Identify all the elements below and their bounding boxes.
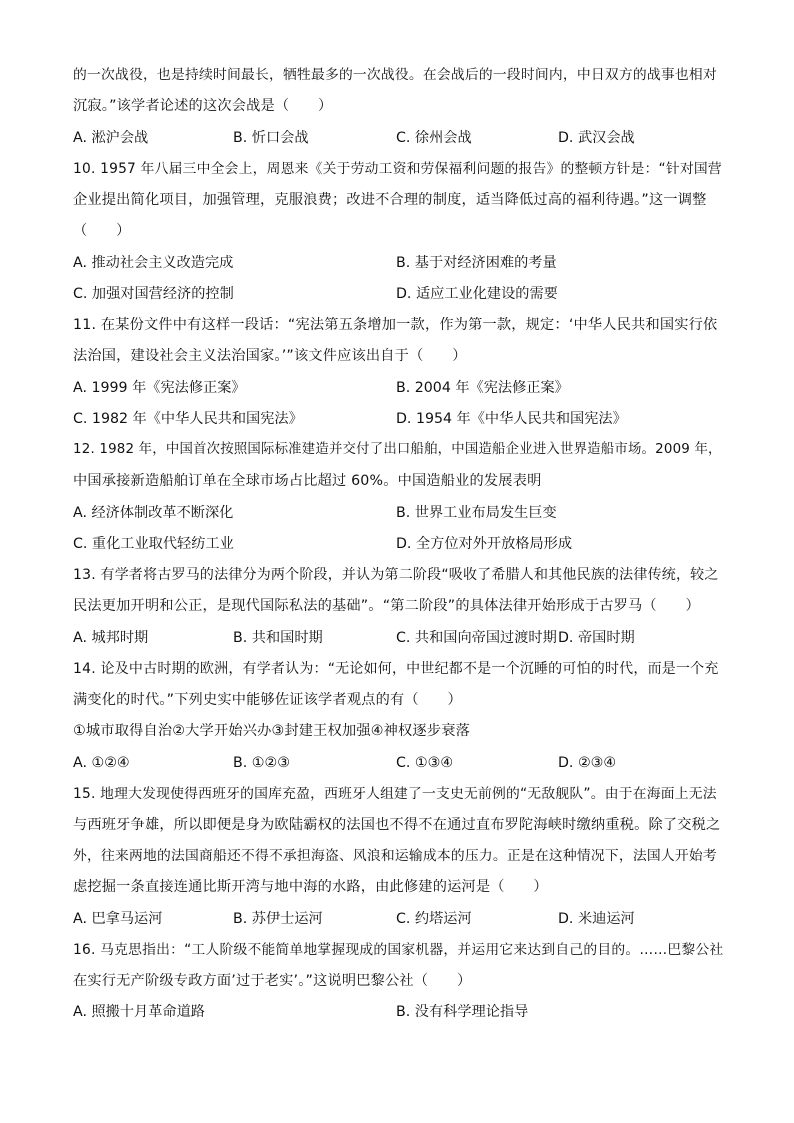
q11-option-a[interactable]: A. 1999 年《宪法修正案》 xyxy=(73,380,246,396)
q13-option-c[interactable]: C. 共和国向帝国过渡时期 xyxy=(396,630,557,646)
q9-option-d[interactable]: D. 武汉会战 xyxy=(558,130,635,146)
q13-text-line-1: 13. 有学者将古罗马的法律分为两个阶段，并认为第二阶段“吸收了希腊人和其他民族的法律传统，较之 xyxy=(73,567,719,583)
q10-option-c[interactable]: C. 加强对国营经济的控制 xyxy=(73,286,234,302)
q10-text-line-1: 10. 1957 年八届三中全会上，周恩来《关于劳动工资和劳保福利问题的报告》的整顿方针是：“针对国营 xyxy=(73,161,722,177)
q9-option-b[interactable]: B. 忻口会战 xyxy=(233,130,309,146)
q15-option-b[interactable]: B. 苏伊士运河 xyxy=(233,911,323,927)
q15-text-line-1: 15. 地理大发现使得西班牙的国库充盈，西班牙人组建了一支史无前例的“无敌舰队”。由于在海面上无法 xyxy=(73,786,717,802)
q14-statements: ①城市取得自治②大学开始兴办③封建王权加强④神权逐步衰落 xyxy=(73,723,470,739)
q15-text-line-2: 与西班牙争雄，所以即便是身为欧陆霸权的法国也不得不在通过直布罗陀海峡时缴纳重税。除了交税之 xyxy=(73,817,721,833)
q16-option-b[interactable]: B. 没有科学理论指导 xyxy=(396,1004,529,1020)
q10-option-a[interactable]: A. 推动社会主义改造完成 xyxy=(73,255,234,271)
q11-text-line-1: 11. 在某份文件中有这样一段话：“宪法第五条增加一款，作为第一款，规定：‘中华人民共和国实行依 xyxy=(73,317,718,333)
q10-text-line-2: 企业提出简化项目，加强管理，克服浪费；改进不合理的制度，适当降低过高的福利待遇。”这一调整 xyxy=(73,192,707,208)
q10-option-b[interactable]: B. 基于对经济困难的考量 xyxy=(396,255,557,271)
q13-option-d[interactable]: D. 帝国时期 xyxy=(558,630,635,646)
q16-option-a[interactable]: A. 照搬十月革命道路 xyxy=(73,1004,205,1020)
q16-text-line-1: 16. 马克思指出：“工人阶级不能简单地掌握现成的国家机器，并运用它来达到自己的目的。……巴黎公社 xyxy=(73,942,724,958)
q9-text-line-2: 沉寂。”该学者论述的这次会战是（ ） xyxy=(73,98,333,114)
q13-option-a[interactable]: A. 城邦时期 xyxy=(73,630,149,646)
q11-option-d[interactable]: D. 1954 年《中华人民共和国宪法》 xyxy=(396,411,627,427)
q14-option-d[interactable]: D. ②③④ xyxy=(558,755,617,771)
q11-option-b[interactable]: B. 2004 年《宪法修正案》 xyxy=(396,380,569,396)
q15-text-line-4: 虑挖掘一条直接连通比斯开湾与地中海的水路，由此修建的运河是（ ） xyxy=(73,879,548,895)
q9-option-a[interactable]: A. 淞沪会战 xyxy=(73,130,149,146)
q9-text-line-1: 的一次战役，也是持续时间最长，牺牲最多的一次战役。在会战后的一段时间内，中日双方的战事也相对 xyxy=(73,67,717,83)
q14-option-b[interactable]: B. ①②③ xyxy=(233,755,290,771)
q12-option-c[interactable]: C. 重化工业取代轻纺工业 xyxy=(73,536,234,552)
q14-option-c[interactable]: C. ①③④ xyxy=(396,755,454,771)
q9-option-c[interactable]: C. 徐州会战 xyxy=(396,130,472,146)
q13-option-b[interactable]: B. 共和国时期 xyxy=(233,630,323,646)
q12-text-line-1: 12. 1982 年，中国首次按照国际标准建造并交付了出口船舶，中国造船企业进入世界造船市场。2009 年， xyxy=(73,442,722,457)
q11-option-c[interactable]: C. 1982 年《中华人民共和国宪法》 xyxy=(73,411,303,427)
q10-text-line-3: （ ） xyxy=(73,223,131,239)
q16-text-line-2: 在实行无产阶级专政方面’过于老实’。”这说明巴黎公社（ ） xyxy=(73,973,472,989)
q12-text-line-2: 中国承接新造船舶订单在全球市场占比超过 60%。中国造船业的发展表明 xyxy=(73,473,542,489)
q15-option-a[interactable]: A. 巴拿马运河 xyxy=(73,911,163,927)
q12-option-b[interactable]: B. 世界工业布局发生巨变 xyxy=(396,505,557,521)
q15-text-line-3: 外，往来两地的法国商船还不得不承担海盗、风浪和运输成本的压力。正是在这种情况下，法国人开始考 xyxy=(73,848,717,864)
q11-text-line-2: 法治国，建设社会主义法治国家。’”该文件应该出自于（ ） xyxy=(73,348,467,364)
q13-text-line-2: 民法更加开明和公正，是现代国际私法的基础”。“第二阶段”的具体法律开始形成于古罗马（ ） xyxy=(73,598,700,614)
q12-option-a[interactable]: A. 经济体制改革不断深化 xyxy=(73,505,234,521)
q15-option-d[interactable]: D. 米迪运河 xyxy=(558,911,635,927)
q14-option-a[interactable]: A. ①②④ xyxy=(73,755,130,771)
q15-option-c[interactable]: C. 约塔运河 xyxy=(396,911,472,927)
q14-text-line-2: 满变化的时代。”下列史实中能够佐证该学者观点的有（ ） xyxy=(73,692,462,708)
q14-text-line-1: 14. 论及中古时期的欧洲，有学者认为：“无论如何，中世纪都不是一个沉睡的可怕的时代，而是一个充 xyxy=(73,661,719,677)
q12-option-d[interactable]: D. 全方位对外开放格局形成 xyxy=(396,536,573,552)
q10-option-d[interactable]: D. 适应工业化建设的需要 xyxy=(396,286,558,302)
